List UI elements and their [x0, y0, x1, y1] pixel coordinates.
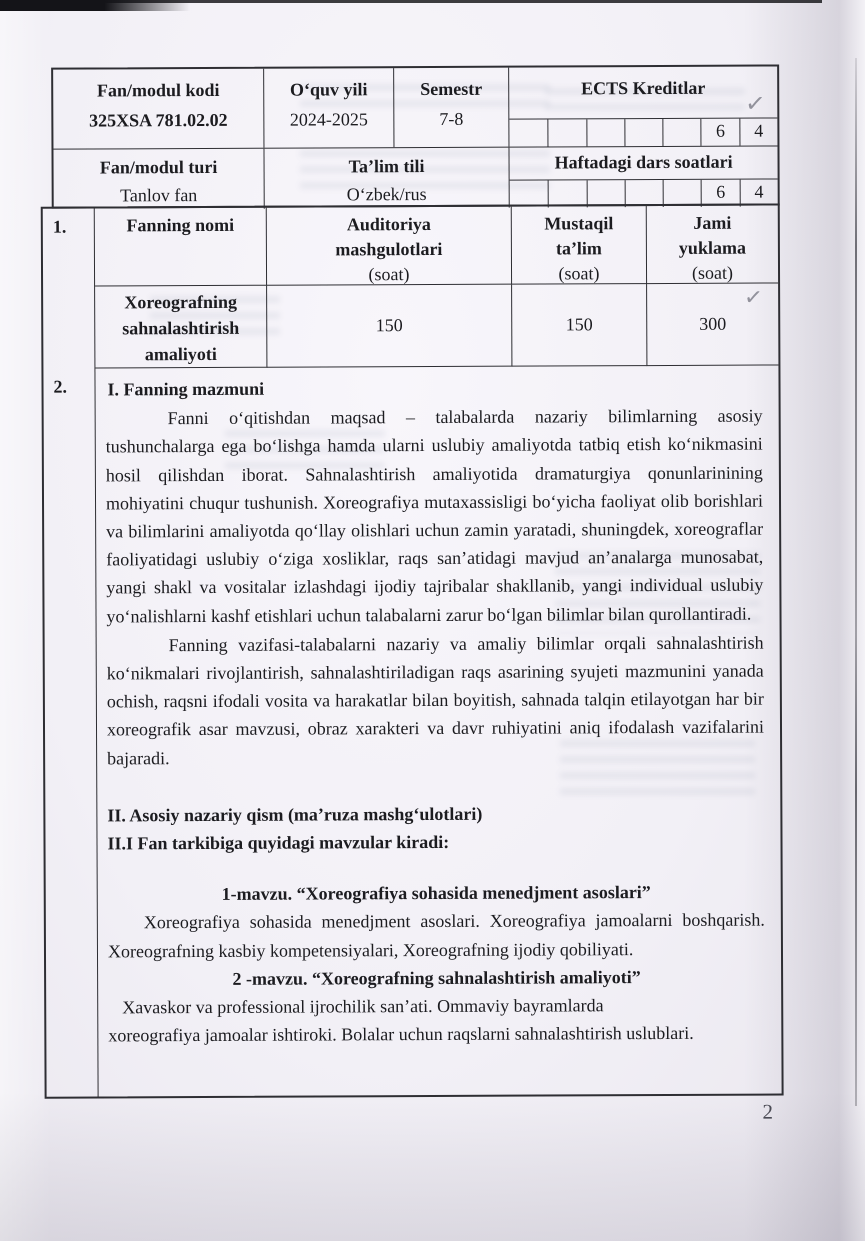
ects-cell	[662, 119, 700, 146]
mustaqil-hours: 150	[511, 284, 646, 367]
cell-oquv-yili	[263, 68, 393, 148]
syllabus-table	[41, 203, 784, 1098]
fan-modul-turi-value: Tanlov fan	[120, 185, 198, 206]
content-paragraph-1: Fanni o‘qitishdan maqsad – talabalarda nazariy bilimlarning asosiy tushunchalarga ega bo‘lishga hamda ularni uslubiy amaliyotda tatbiq etish ko‘nikmasini hosil qilishdan iborat. Sahnalashtirish amaliyotida dramaturgiya qonunlarinining mohiyatini chuqur tushunish. Xoreografiya mutaxassisligi bo‘yicha faoliyat olib borishlari va bilimlarini amaliyotda qo‘llay olishlari uchun zamin yaratadi, shuningdek, xoreograflar faoliyatidagi uslubiy o‘ziga xosliklar, raqs san’atidagi mavjud an’analarga munosabat, yangi shakl va vositalar izlashdagi ijodiy tajribalar shakllanib, yangi individual uslubiy yo‘nalishlarni kashf etishlari uchun talabalarni zarur bo‘lgan bilimlar bilan qurollantiradi.	[105, 405, 764, 627]
course-name: Xoreografning sahnalashtirish amaliyoti	[95, 286, 266, 369]
mustaqil-unit: (soat)	[558, 263, 600, 284]
topic1-text: Xoreografiya sohasida menedjment asoslari. Xoreografiya jamoalarni boshqarish. Xoreografning kasbiy kompetensiyalari, Xoreografning ijodiy qobiliyati.	[107, 910, 765, 962]
auditoriya-hours: 150	[266, 285, 511, 368]
ects-credit-cells	[509, 117, 777, 146]
checkmark-icon: ✓	[743, 88, 767, 119]
jami-label: Jami yuklama	[678, 212, 746, 258]
ects-cell	[548, 119, 586, 146]
cell-fan-modul-turi	[53, 149, 263, 210]
oquv-yili-value: 2024-2025	[289, 109, 368, 130]
ects-cell	[509, 119, 547, 146]
haftadagi-label: Haftadagi dars soatlari	[554, 151, 733, 173]
cell-talim-tili	[263, 148, 508, 209]
haftadagi-cell-value: 6	[701, 180, 739, 207]
jami-unit: (soat)	[691, 262, 734, 283]
cell-haftadagi-dars-soatlari	[508, 146, 777, 207]
jami-hours	[646, 283, 778, 366]
jami-hours-value: 300	[699, 313, 727, 334]
header-mustaqil	[511, 206, 646, 285]
talim-tili-value: O‘zbek/rus	[346, 184, 427, 205]
section2-title: II. Asosiy nazariy qism (ma’ruza mashg‘ulotlari)	[107, 803, 483, 826]
cell-semestr	[393, 68, 508, 148]
fan-modul-kodi-label: Fan/modul kodi	[96, 79, 220, 101]
topic1-title: 1-mavzu. “Xoreografiya sohasida menedjment asoslari”	[221, 882, 651, 905]
section2-subtitle: II.I Fan tarkibiga quyidagi mavzular kiradi:	[107, 831, 450, 854]
haftadagi-cell-value: 4	[739, 179, 777, 206]
ects-label: ECTS Kreditlar	[581, 77, 706, 99]
fan-modul-kodi-value: 325XSA 781.02.02	[89, 109, 228, 131]
row-number-2: 2.	[43, 368, 98, 1096]
ects-cell-value: 4	[739, 118, 777, 145]
fanning-nomi-label: Fanning nomi	[126, 214, 235, 236]
topic2-title: 2 -mavzu. “Xoreografning sahnalashtirish amaliyoti”	[232, 966, 641, 989]
ects-cell	[624, 119, 662, 146]
section1-title: I. Fanning mazmuni	[107, 378, 265, 400]
checkmark-icon: ✓	[742, 284, 764, 312]
content-paragraph-2: Fanning vazifasi-talabalarni nazariy va amaliy bilimlar orqali sahnalashtirish ko‘nikmalari rivojlantirish, sahnalashtiriladigan raqs asarining syujeti mazmunini yanada ochish, raqsni ifodali vosita va harakatlar bilan boyitish, sahnada talqin etilayotgan har bir xoreografik asar mavzusi, obraz xarakteri va davr ruhiyatini aniq ifodalash vazifalarini bajaradi.	[106, 632, 765, 769]
course-content	[95, 365, 781, 1096]
topic2-text-line2: xoreografiya jamoalar ishtiroki. Bolalar uchun raqslarni sahnalashtirish uslublari.	[108, 1023, 694, 1046]
oquv-yili-label: O‘quv yili	[289, 79, 368, 100]
semestr-value: 7-8	[439, 108, 464, 129]
mustaqil-label: Mustaqil ta’lim	[544, 213, 614, 259]
info-row-1	[53, 66, 777, 148]
cell-fan-modul-kodi	[53, 69, 263, 149]
cell-ects-kreditlar	[508, 66, 777, 146]
page-number: 2	[762, 1099, 773, 1124]
topic2-text-line1: Xavaskor va professional ijrochilik san’ati. Ommaviy bayramlarda	[122, 995, 604, 1018]
header-auditoriya	[266, 207, 511, 286]
info-row-2	[53, 145, 777, 206]
auditoriya-unit: (soat)	[368, 264, 410, 285]
header-fanning-nomi	[95, 208, 266, 287]
header-jami	[646, 205, 778, 284]
talim-tili-label: Ta’lim tili	[348, 156, 425, 177]
auditoriya-label: Auditoriya mashgulotlari	[335, 214, 443, 260]
course-info-table	[51, 64, 780, 208]
ects-cell	[586, 119, 624, 146]
semestr-label: Semestr	[420, 78, 483, 100]
row-number-1: 1.	[43, 208, 96, 368]
fan-modul-turi-label: Fan/modul turi	[99, 156, 218, 178]
ects-cell-value: 6	[701, 119, 739, 146]
